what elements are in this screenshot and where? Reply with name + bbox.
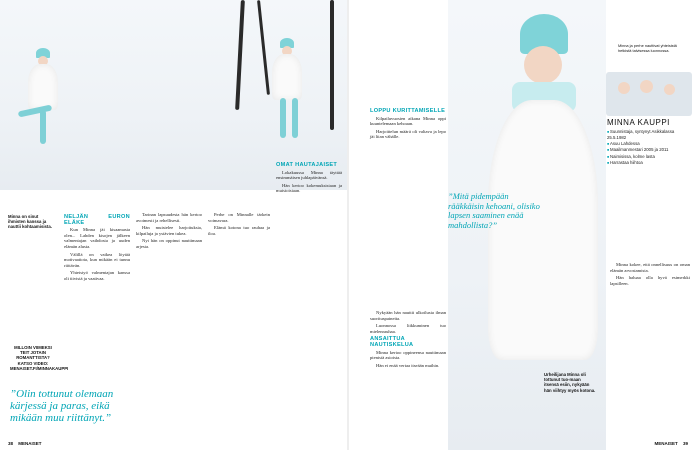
paragraph: Minna kokee, että onnellisuus on oman elämän arvostamista. xyxy=(610,262,690,273)
paragraph: Hän ei enää vertaa itseään muihin. xyxy=(376,362,440,368)
family-photo xyxy=(606,72,692,116)
paragraph: Tarinan lapsuudesta hän kertoo avoimesti ja rehellisesti. xyxy=(136,212,202,223)
photo-caption: Urheilijana Minna oli tottunut tuo-maan itsensä esiin, nykyään hän viihtyy myös kotona. xyxy=(544,372,596,393)
column-r2 xyxy=(370,310,446,370)
skater-leg xyxy=(280,98,286,138)
paragraph: Elämä kotona tuo rauhaa ja iloa. xyxy=(208,225,270,236)
paragraph: Nykyään hän nauttii ulkoilusta ilman suorituspaineita. xyxy=(370,310,446,321)
family-face xyxy=(640,80,653,93)
skater-coat xyxy=(28,64,58,110)
family-caption: Minna ja perhe nauttivat yhteisistä hetkistä talvisessa luonnossa. xyxy=(618,43,677,53)
column-r4 xyxy=(610,262,690,288)
paragraph: Kilpailuvuosien aikana Minna oppi kuuntelemaan kehoaan. xyxy=(370,115,446,127)
page-number: 38 xyxy=(8,441,14,446)
column-r1 xyxy=(370,106,446,142)
tree-trunk xyxy=(257,0,270,95)
profile-list xyxy=(607,129,693,166)
pull-quote: ”Olin tottunut olemaan kärjessä ja paras, eikä mikään muu riittänyt.” xyxy=(10,388,114,424)
page-number: 39 xyxy=(682,441,688,446)
magazine-brand: MENAISET xyxy=(18,441,42,446)
paragraph: Kun Minna jäi kisaamasta olen... Lahden kisojen jälkeen valmentajan vaihdosta ja uuden elämän alusta. xyxy=(64,227,130,249)
profile-item: ■ Maailmanmestari 2005 ja 2011 xyxy=(607,147,693,153)
skater-leg xyxy=(292,98,298,138)
profile-title: MINNA KAUPPI xyxy=(607,118,670,127)
section-heading: OMAT HAUTAJAISET xyxy=(276,162,338,168)
right-page xyxy=(348,0,696,450)
family-face xyxy=(664,84,675,95)
paragraph: Luonnossa liikkuminen tuo mielenrauhaa. xyxy=(370,323,446,334)
profile-item: ■ Naimisissa, kolme lasta xyxy=(607,154,693,160)
column-2 xyxy=(136,212,202,252)
section-heading: ANSAITTUA NAUTISKELUA xyxy=(370,336,414,348)
paragraph: Lokakuussa Minna täyttää ensimmäisen juhlapäivänsä. xyxy=(276,169,342,181)
column-1 xyxy=(64,212,130,284)
family-face xyxy=(618,82,630,94)
column-3 xyxy=(208,212,270,238)
tree-trunk xyxy=(235,0,245,110)
page-folio xyxy=(8,441,42,446)
paragraph: Minna kertoo oppineensa nauttimaan pienistä asioista. xyxy=(370,349,446,361)
paragraph: Nyt hän on oppinut nauttimaan arjesta. xyxy=(136,238,202,249)
column-4 xyxy=(276,160,342,196)
video-promo: MILLOIN VIIMEKSI TEIT JOTAIN ROMANTTISTA? KATSO VIDEO: MENAISET.FI/MINNAKAUPPI xyxy=(10,345,69,371)
profile-item: ■ Suunnistaja, syntynyt Asikkalassa 25.5.1982 xyxy=(607,129,693,141)
skater-coat xyxy=(272,54,302,100)
page-folio xyxy=(654,441,688,446)
profile-box xyxy=(607,118,693,166)
paragraph: Perhe on Minnalle tärkein voimavara. xyxy=(208,212,270,223)
tree-trunk xyxy=(330,0,334,130)
photo-caption: Minna on sinut ihmisten kanssa ja nauttii kohtaamisista. xyxy=(8,214,52,230)
paragraph: Hän muistelee harjoituksia, kilpailuja ja ystävien tukea. xyxy=(136,225,202,236)
skater-leg xyxy=(40,110,46,144)
paragraph: Harjoittelun määrä oli valtava ja lepo jäi liian vähälle. xyxy=(370,128,446,140)
section-heading: NELJÄN EURON ELÄKE xyxy=(64,214,130,226)
profile-item: ■ Harrastaa hiihtoa xyxy=(607,160,693,166)
portrait-face xyxy=(524,46,562,84)
paragraph: Hän haluaa olla hyvä esimerkki lapsilleen. xyxy=(610,275,690,286)
pull-quote: ”Mitä pidempään rääkkäisin kehoani, olisiko lapsen saaminen enää mahdollista?” xyxy=(448,191,540,230)
paragraph: Välillä on vaikea löytää motivaatiota, kun mikään ei tunnu riittävän. xyxy=(64,251,130,268)
paragraph: Yhteistyö valmentajan kanssa oli tiivistä ja vaativaa. xyxy=(64,270,130,281)
magazine-brand: MENAISET xyxy=(654,441,678,446)
profile-item: ■ Asuu Lahdessa xyxy=(607,141,693,147)
paragraph: Hän kertoo kokemuksistaan ja muistoistaan. xyxy=(276,182,342,194)
section-heading: LOPPU KURITTAMISELLE xyxy=(370,108,446,114)
